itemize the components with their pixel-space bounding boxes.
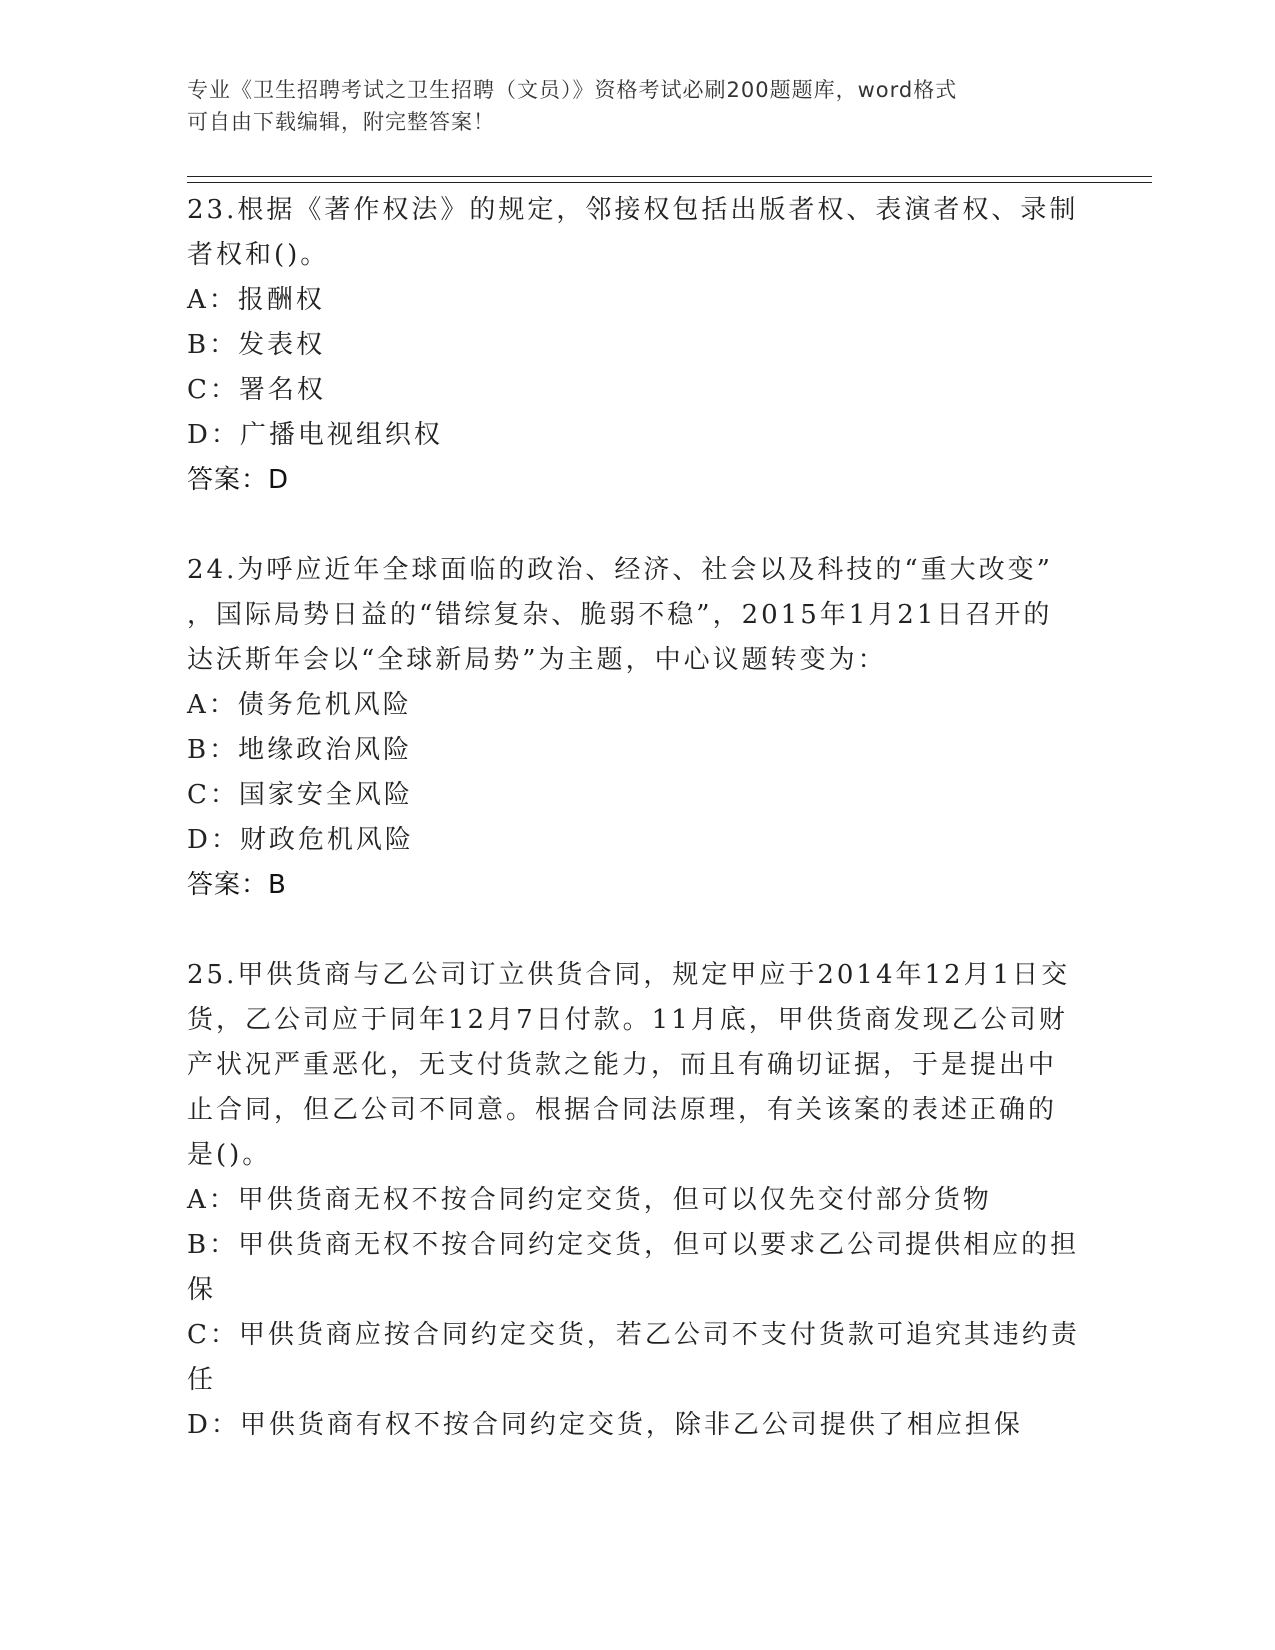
header-divider-top	[187, 176, 1152, 177]
document-header	[187, 74, 1087, 138]
option-b-continued: 保	[187, 1275, 217, 1305]
question-text-line: 达沃斯年会以“全球新局势”为主题，中心议题转变为：	[187, 645, 887, 675]
option-b: B：地缘政治风险	[187, 735, 413, 765]
question-text-line: 止合同，但乙公司不同意。根据合同法原理，有关该案的表述正确的	[187, 1095, 1058, 1125]
question-text-line: 货，乙公司应于同年12月7日付款。11月底，甲供货商发现乙公司财	[187, 1005, 1068, 1035]
header-divider-bottom	[187, 182, 1152, 183]
option-b: B：甲供货商无权不按合同约定交货，但可以要求乙公司提供相应的担	[187, 1230, 1080, 1260]
answer-line: 答案：B	[187, 870, 287, 900]
option-a: A：报酬权	[187, 285, 325, 315]
question-text-line: 者权和()。	[187, 240, 330, 270]
question-23	[187, 188, 1087, 503]
option-d: D：广播电视组织权	[187, 420, 443, 450]
option-c-continued: 任	[187, 1365, 217, 1395]
question-text-line: 24.为呼应近年全球面临的政治、经济、社会以及科技的“重大改变”	[187, 555, 1053, 585]
option-b: B：发表权	[187, 330, 326, 360]
question-text-line: ，国际局势日益的“错综复杂、脆弱不稳”，2015年1月21日召开的	[187, 600, 1053, 630]
question-25	[187, 953, 1087, 1448]
option-c: C：国家安全风险	[187, 780, 413, 810]
question-text-line: 产状况严重恶化，无支付货款之能力，而且有确切证据，于是提出中	[187, 1050, 1058, 1080]
option-d: D：甲供货商有权不按合同约定交货，除非乙公司提供了相应担保	[187, 1410, 1023, 1440]
header-line-2: 可自由下载编辑，附完整答案！	[187, 110, 495, 134]
answer-line: 答案：D	[187, 465, 290, 495]
question-spacer	[187, 503, 1087, 548]
option-d: D：财政危机风险	[187, 825, 414, 855]
question-text-line: 是()。	[187, 1140, 272, 1170]
option-a: A：甲供货商无权不按合同约定交货，但可以仅先交付部分货物	[187, 1185, 992, 1215]
question-text-line: 23.根据《著作权法》的规定，邻接权包括出版者权、表演者权、录制	[187, 195, 1079, 225]
question-spacer	[187, 908, 1087, 953]
question-list	[187, 188, 1087, 1448]
question-24	[187, 548, 1087, 908]
question-text-line: 25.甲供货商与乙公司订立供货合同，规定甲应于2014年12月1日交	[187, 960, 1071, 990]
option-c: C：署名权	[187, 375, 326, 405]
option-c: C：甲供货商应按合同约定交货，若乙公司不支付货款可追究其违约责	[187, 1320, 1080, 1350]
header-line-1: 专业《卫生招聘考试之卫生招聘（文员）》资格考试必刷200题题库，word格式	[187, 78, 958, 102]
option-a: A：债务危机风险	[187, 690, 412, 720]
